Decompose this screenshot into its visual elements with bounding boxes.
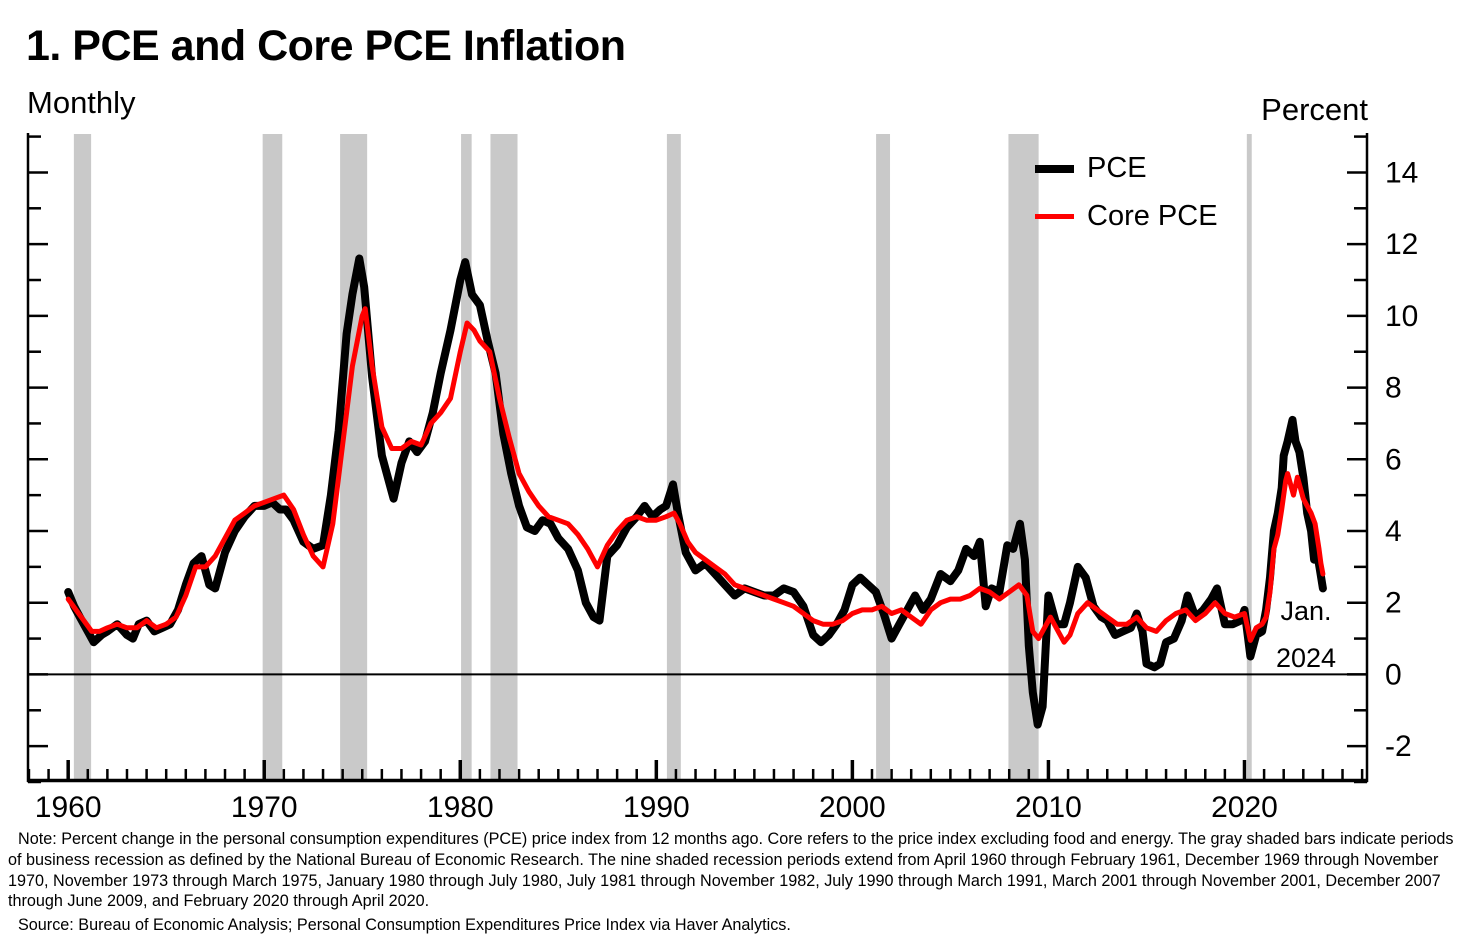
figure-title: 1. PCE and Core PCE Inflation	[26, 22, 626, 70]
recession-bar	[74, 134, 91, 780]
note-text: Note: Percent change in the personal consumption expenditures (PCE) price index from 12 months ago. Core refers to the price index excluding food and energy. The gray shaded bars indicate periods of business recession as defined by the National Bureau of Economic Research. The nine shaded recession periods extend from April 1960 through February 1961, December 1969 through November 1970, November 1973 through March 1975, January 1980 through July 1980, July 1981 through November 1982, July 1990 through March 1991, March 2001 through November 2001, December 2007 through June 2009, and February 2020 through April 2020.	[8, 830, 1454, 911]
y-axis-tick-label: 8	[1385, 371, 1402, 405]
x-axis-tick-label: 1970	[230, 791, 298, 824]
legend-item-pce	[1035, 149, 1218, 188]
pce-line	[68, 259, 1323, 725]
y-axis-tick-label: 10	[1385, 299, 1419, 333]
core-pce-line	[68, 309, 1323, 643]
y-axis-tick-label: 2	[1385, 586, 1402, 620]
y-axis-tick-label: 6	[1385, 443, 1402, 477]
recession-bar	[876, 134, 890, 780]
legend	[1035, 149, 1218, 236]
recession-bar	[1247, 134, 1252, 780]
x-axis-tick-label: 1960	[34, 791, 102, 824]
x-axis-tick-label: 2020	[1211, 791, 1278, 824]
legend-item-core-pce	[1035, 197, 1218, 236]
legend-label-pce: PCE	[1087, 152, 1147, 184]
recession-bar	[340, 134, 367, 780]
core-pce-line-swatch	[1035, 214, 1074, 219]
x-axis-tick-label: 1980	[426, 791, 494, 824]
y-axis-unit-label: Percent	[1261, 92, 1368, 127]
x-axis-tick-label: 1990	[622, 791, 690, 824]
y-axis-tick-label: 12	[1385, 228, 1419, 262]
latest-value-annotation	[1262, 588, 1350, 682]
x-axis-tick-label: 2000	[819, 791, 886, 824]
recession-bar	[667, 134, 681, 780]
source-text: Source: Bureau of Economic Analysis; Personal Consumption Expenditures Price Index via Haver Analytics.	[18, 916, 791, 934]
y-axis-tick-label: 0	[1385, 658, 1402, 692]
recession-bar	[461, 134, 472, 780]
annotation-year: 2024	[1275, 643, 1337, 673]
annotation-month: Jan.	[1280, 596, 1332, 626]
frequency-label: Monthly	[27, 85, 136, 120]
y-axis-tick-label: 4	[1385, 515, 1402, 549]
y-axis-tick-label: 14	[1385, 156, 1419, 190]
y-axis-tick-label: -2	[1385, 730, 1412, 764]
recession-bar	[263, 134, 283, 780]
pce-line-swatch	[1035, 165, 1074, 173]
legend-label-core-pce: Core PCE	[1087, 200, 1218, 232]
x-axis-tick-label: 2010	[1015, 791, 1082, 824]
